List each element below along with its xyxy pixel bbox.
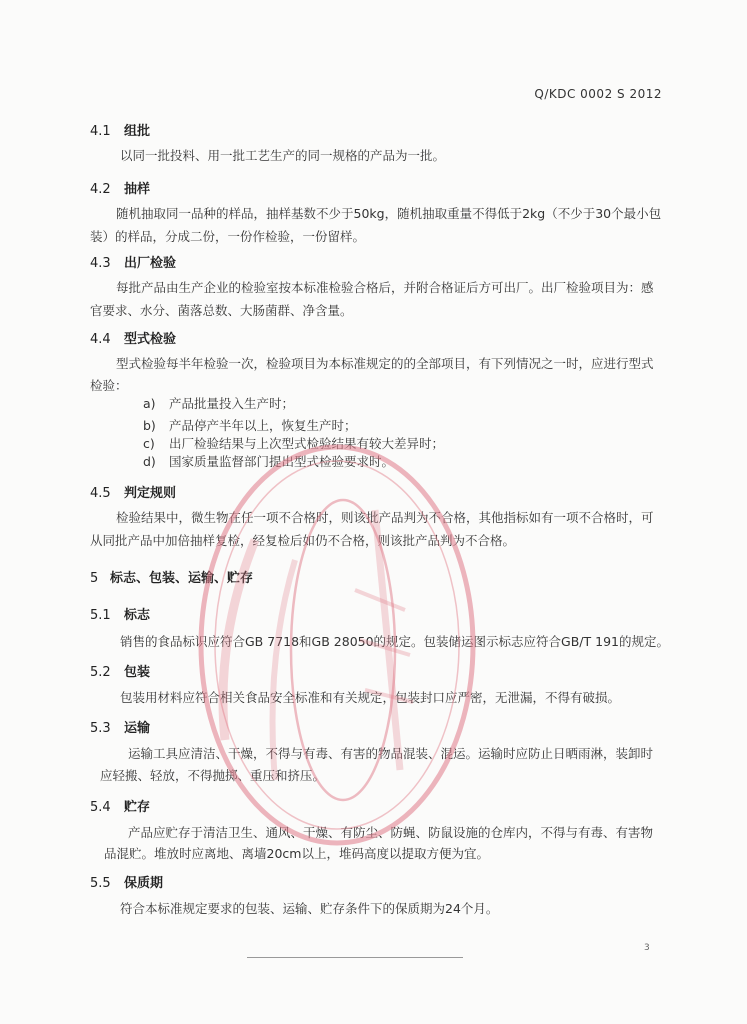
section-4-4-line-1: 型式检验每半年检验一次，检验项目为本标准规定的的全部项目，有下列情况之一时，应进行型式 [116,356,654,371]
section-title: 型式检验 [124,332,177,347]
list-item [143,450,394,473]
section-number: 4.3 [90,256,111,271]
section-number: 5.3 [90,721,111,736]
section-4-5-line-2: 从同批产品中加倍抽样复检，经复检后如仍不合格，则该批产品判为不合格。 [90,533,516,548]
list-marker: b) [143,418,156,433]
section-title: 标志 [124,608,151,623]
list-text: 国家质量监督部门提出型式检验要求时。 [169,454,395,469]
section-title: 贮存 [124,800,151,815]
section-5-4-line-2: 品混贮。堆放时应离地、离墙20cm以上，堆码高度以提取方便为宜。 [104,846,489,861]
section-5-5-text: 符合本标准规定要求的包装、运输、贮存条件下的保质期为24个月。 [120,901,499,916]
section-number: 4.2 [90,182,111,197]
list-text: 出厂检验结果与上次型式检验结果有较大差异时； [169,436,445,451]
section-number: 4.5 [90,486,111,501]
section-number: 4.4 [90,332,111,347]
chapter-5-heading [90,567,253,586]
footer-divider [247,957,463,958]
section-4-5-line-1: 检验结果中，微生物在任一项不合格时，则该批产品判为不合格，其他指标如有一项不合格时，可 [116,510,654,525]
section-4-3-line-1: 每批产品由生产企业的检验室按本标准检验合格后，并附合格证后方可出厂。出厂检验项目为：感 [116,280,654,295]
section-4-4-line-2: 检验： [90,378,128,393]
section-5-1-heading [90,604,150,623]
section-5-2-heading [90,661,150,680]
list-marker: d) [143,454,156,469]
section-5-5-heading [90,872,163,891]
section-5-1-text: 销售的食品标识应符合GB 7718和GB 28050的规定。包装储运图示标志应符合GB/T 191的规定。 [120,634,669,649]
section-number: 5.2 [90,665,111,680]
section-title: 运输 [124,721,151,736]
section-4-3-heading [90,252,176,271]
list-text: 产品停产半年以上，恢复生产时； [169,418,357,433]
list-text: 产品批量投入生产时； [169,396,295,411]
list-marker: c) [143,436,155,451]
section-4-2-heading [90,178,150,197]
section-number: 5.5 [90,876,111,891]
page-number: 3 [644,943,650,953]
section-5-4-line-1: 产品应贮存于清洁卫生、通风、干燥、有防尘、防蝇、防鼠设施的仓库内，不得与有毒、有害物 [128,825,654,840]
section-title: 抽样 [124,182,151,197]
section-4-5-heading [90,482,176,501]
section-number: 5.4 [90,800,111,815]
standard-code-header: Q/KDC 0002 S 2012 [534,87,662,101]
section-number: 5 [90,571,99,586]
section-4-2-line-2: 装）的样品，分成二份，一份作检验，一份留样。 [90,229,366,244]
section-5-3-line-1: 运输工具应清洁、干燥，不得与有毒、有害的物品混装、混运。运输时应防止日晒雨淋，装卸时 [128,746,654,761]
list-marker: a) [143,396,156,411]
list-item [143,392,294,415]
section-title: 出厂检验 [124,256,177,271]
section-4-4-heading [90,328,176,347]
section-number: 4.1 [90,124,111,139]
section-number: 5.1 [90,608,111,623]
section-5-3-heading [90,717,150,736]
section-4-3-line-2: 官要求、水分、菌落总数、大肠菌群、净含量。 [90,303,353,318]
section-title: 标志、包装、运输、贮存 [110,571,254,586]
section-4-1-heading [90,120,150,139]
section-title: 判定规则 [124,486,177,501]
section-5-3-line-2: 应轻搬、轻放，不得抛掷、重压和挤压。 [100,768,326,783]
section-title: 组批 [124,124,151,139]
section-title: 包装 [124,665,151,680]
section-4-1-text: 以同一批投料、用一批工艺生产的同一规格的产品为一批。 [120,148,446,163]
section-title: 保质期 [124,876,164,891]
section-5-2-text: 包装用材料应符合相关食品安全标准和有关规定，包装封口应严密，无泄漏，不得有破损。 [120,690,621,705]
section-5-4-heading [90,796,150,815]
section-4-2-line-1: 随机抽取同一品种的样品，抽样基数不少于50kg，随机抽取重量不得低于2kg（不少于30个最小包 [116,206,662,221]
